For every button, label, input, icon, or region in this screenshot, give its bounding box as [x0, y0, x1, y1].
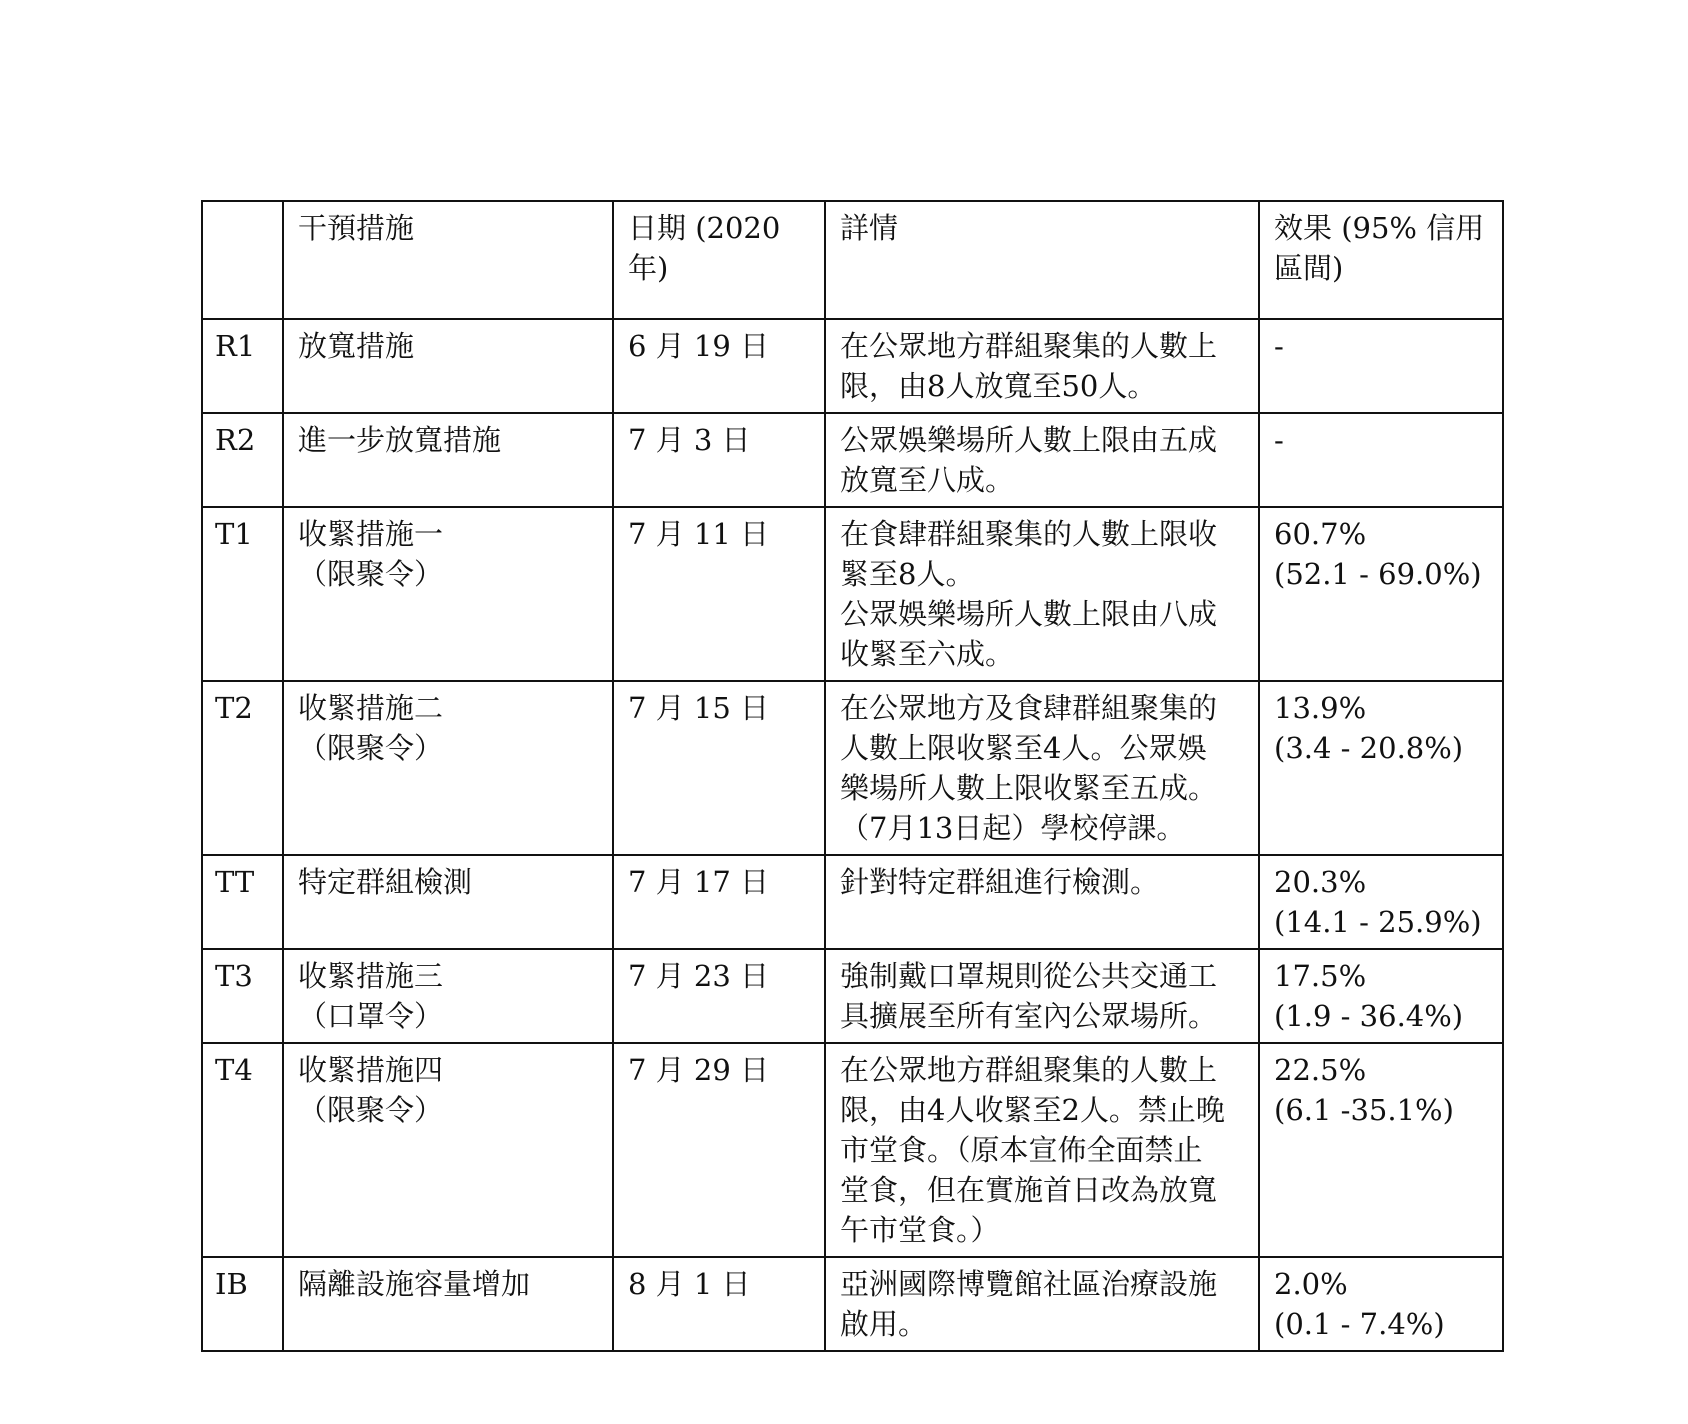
- row-date: 7 月 15 日: [628, 691, 770, 725]
- row-date-cell: [613, 1043, 825, 1257]
- row-id: IB: [215, 1267, 248, 1301]
- row-effect: 17.5% (1.9 - 36.4%): [1274, 959, 1464, 1033]
- row-details-cell: [825, 1043, 1259, 1257]
- header-cell-details: [825, 201, 1259, 319]
- row-details: 針對特定群組進行檢測。: [840, 865, 1160, 899]
- row-details-cell: [825, 319, 1259, 413]
- row-id-cell: [202, 319, 283, 413]
- row-date: 7 月 3 日: [628, 423, 751, 457]
- row-details: 強制戴口罩規則從公共交通工 具擴展至所有室內公眾場所。: [840, 959, 1218, 1033]
- row-details-cell: [825, 507, 1259, 681]
- row-effect-cell: [1259, 413, 1503, 507]
- row-details-cell: [825, 681, 1259, 855]
- row-id: T1: [215, 517, 253, 551]
- row-id: T3: [215, 959, 253, 993]
- row-details-cell: [825, 855, 1259, 949]
- row-date-cell: [613, 855, 825, 949]
- header-cell-measure: [283, 201, 613, 319]
- row-id-cell: [202, 1043, 283, 1257]
- header-label: 詳情: [840, 211, 899, 245]
- row-id: T2: [215, 691, 253, 725]
- row-effect-cell: [1259, 507, 1503, 681]
- row-details: 在公眾地方群組聚集的人數上 限，由4人收緊至2人。禁止晚 市堂食。（原本宣佈全面禁止 堂食，但在實施首日改為放寬 午市堂食。）: [840, 1053, 1225, 1247]
- row-measure-cell: [283, 949, 613, 1043]
- row-date-cell: [613, 1257, 825, 1351]
- header-label: 日期 (2020 年): [628, 211, 781, 285]
- row-measure-cell: [283, 413, 613, 507]
- row-measure: 隔離設施容量增加: [298, 1267, 531, 1301]
- header-label: 干預措施: [298, 211, 415, 245]
- row-id: TT: [215, 865, 255, 899]
- table-row: [202, 319, 1503, 413]
- row-id: R2: [215, 423, 256, 457]
- row-id: T4: [215, 1053, 253, 1087]
- row-id-cell: [202, 1257, 283, 1351]
- table-header-row: [202, 201, 1503, 319]
- table-row: [202, 949, 1503, 1043]
- row-id-cell: [202, 949, 283, 1043]
- row-id-cell: [202, 681, 283, 855]
- row-measure: 特定群組檢測: [298, 865, 473, 899]
- row-effect: 20.3% (14.1 - 25.9%): [1274, 865, 1482, 939]
- table-row: [202, 855, 1503, 949]
- table-row: [202, 413, 1503, 507]
- row-details-cell: [825, 1257, 1259, 1351]
- row-measure-cell: [283, 507, 613, 681]
- row-effect-cell: [1259, 855, 1503, 949]
- table-row: [202, 1043, 1503, 1257]
- row-date: 7 月 29 日: [628, 1053, 770, 1087]
- row-id-cell: [202, 413, 283, 507]
- row-effect-cell: [1259, 681, 1503, 855]
- row-measure: 收緊措施一 （限聚令）: [298, 517, 444, 591]
- table-row: [202, 681, 1503, 855]
- row-details-cell: [825, 949, 1259, 1043]
- table-row: [202, 507, 1503, 681]
- row-date: 6 月 19 日: [628, 329, 770, 363]
- row-measure: 收緊措施四 （限聚令）: [298, 1053, 444, 1127]
- row-id-cell: [202, 507, 283, 681]
- row-date-cell: [613, 413, 825, 507]
- row-details: 在公眾地方群組聚集的人數上 限，由8人放寬至50人。: [840, 329, 1218, 403]
- row-date-cell: [613, 949, 825, 1043]
- row-measure: 進一步放寬措施: [298, 423, 502, 457]
- row-effect-cell: [1259, 949, 1503, 1043]
- row-effect: -: [1274, 329, 1284, 363]
- row-date: 8 月 1 日: [628, 1267, 751, 1301]
- row-measure: 收緊措施三 （口罩令）: [298, 959, 444, 1033]
- row-effect: -: [1274, 423, 1284, 457]
- row-measure-cell: [283, 1257, 613, 1351]
- row-effect-cell: [1259, 319, 1503, 413]
- interventions-table: [201, 200, 1504, 1352]
- row-details-cell: [825, 413, 1259, 507]
- table-row: [202, 1257, 1503, 1351]
- row-measure-cell: [283, 1043, 613, 1257]
- row-measure-cell: [283, 319, 613, 413]
- row-id-cell: [202, 855, 283, 949]
- row-effect-cell: [1259, 1043, 1503, 1257]
- row-date-cell: [613, 319, 825, 413]
- row-date-cell: [613, 681, 825, 855]
- row-id: R1: [215, 329, 256, 363]
- row-measure: 收緊措施二 （限聚令）: [298, 691, 444, 765]
- row-effect: 60.7% (52.1 - 69.0%): [1274, 517, 1482, 591]
- row-date: 7 月 23 日: [628, 959, 770, 993]
- row-details: 在公眾地方及食肆群組聚集的 人數上限收緊至4人。公眾娛 樂場所人數上限收緊至五成。 （7月13日起）學校停課。: [840, 691, 1218, 845]
- row-date: 7 月 11 日: [628, 517, 770, 551]
- row-effect-cell: [1259, 1257, 1503, 1351]
- row-effect: 13.9% (3.4 - 20.8%): [1274, 691, 1464, 765]
- row-details: 在食肆群組聚集的人數上限收 緊至8人。 公眾娛樂場所人數上限由八成 收緊至六成。: [840, 517, 1218, 671]
- header-cell-date: [613, 201, 825, 319]
- header-cell-effect: [1259, 201, 1503, 319]
- row-measure-cell: [283, 681, 613, 855]
- row-date-cell: [613, 507, 825, 681]
- header-cell-id: [202, 201, 283, 319]
- row-date: 7 月 17 日: [628, 865, 770, 899]
- header-label: 效果 (95% 信用 區間): [1274, 211, 1485, 285]
- row-details: 亞洲國際博覽館社區治療設施 啟用。: [840, 1267, 1218, 1341]
- row-details: 公眾娛樂場所人數上限由五成 放寬至八成。: [840, 423, 1218, 497]
- row-measure-cell: [283, 855, 613, 949]
- row-effect: 22.5% (6.1 -35.1%): [1274, 1053, 1454, 1127]
- row-measure: 放寬措施: [298, 329, 415, 363]
- row-effect: 2.0% (0.1 - 7.4%): [1274, 1267, 1445, 1341]
